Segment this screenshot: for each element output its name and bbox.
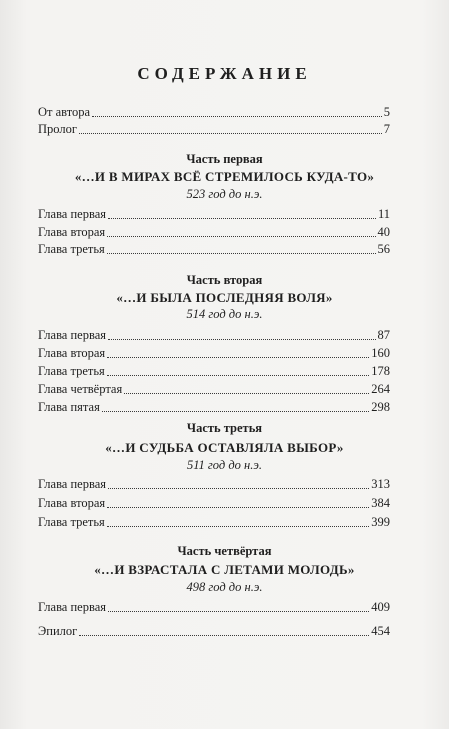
part-heading: «…И СУДЬБА ОСТАВЛЯЛА ВЫБОР» — [105, 440, 344, 455]
dot-leader — [108, 218, 376, 219]
entry-label: Глава третья — [38, 515, 105, 529]
entry-page: 313 — [371, 477, 390, 491]
toc-entry — [38, 345, 390, 361]
toc-entry — [38, 224, 390, 240]
entry-label: Глава пятая — [38, 400, 100, 414]
toc-entry — [38, 121, 390, 137]
entry-page: 264 — [371, 382, 390, 396]
part-heading: «…И ВЗРАСТАЛА С ЛЕТАМИ МОЛОДЬ» — [94, 562, 355, 577]
entry-page: 454 — [371, 624, 390, 638]
entry-page: 160 — [371, 346, 390, 360]
dot-leader — [79, 635, 369, 636]
entry-label: Глава первая — [38, 600, 107, 614]
entry-page: 399 — [371, 515, 390, 529]
dot-leader — [102, 411, 369, 412]
entry-label: Глава третья — [38, 242, 105, 256]
toc-entry — [38, 206, 390, 222]
part-year: 511 год до н.э. — [186, 458, 263, 472]
toc-entry — [38, 104, 390, 120]
toc-entry — [38, 241, 390, 257]
entry-label: Глава вторая — [38, 225, 106, 239]
entry-label: Глава третья — [38, 364, 105, 378]
entry-page: 87 — [377, 328, 390, 342]
toc-entry — [38, 476, 390, 492]
toc-entry — [38, 495, 390, 511]
part-heading: «…И В МИРАХ ВСЁ СТРЕМИЛОСЬ КУДА-ТО» — [74, 169, 375, 184]
entry-page: 5 — [383, 105, 390, 119]
entry-page: 40 — [377, 225, 390, 239]
entry-page: 178 — [371, 364, 390, 378]
entry-page: 384 — [371, 496, 390, 510]
part-heading: «…И БЫЛА ПОСЛЕДНЯЯ ВОЛЯ» — [116, 290, 333, 305]
part-label: Часть третья — [186, 421, 263, 435]
toc-entry — [38, 363, 390, 379]
dot-leader — [92, 116, 382, 117]
part-year: 498 год до н.э. — [186, 580, 263, 594]
part-year: 523 год до н.э. — [186, 187, 263, 201]
entry-label: Глава первая — [38, 328, 107, 342]
toc-entry — [38, 514, 390, 530]
toc-entry — [38, 599, 390, 615]
dot-leader — [107, 253, 376, 254]
dot-leader — [108, 339, 375, 340]
entry-page: 409 — [371, 600, 390, 614]
dot-leader — [107, 507, 369, 508]
toc-entry — [38, 381, 390, 397]
dot-leader — [107, 526, 369, 527]
dot-leader — [108, 488, 369, 489]
dot-leader — [108, 611, 369, 612]
part-label: Часть первая — [186, 152, 263, 166]
toc-entry — [38, 399, 390, 415]
contents-title: СОДЕРЖАНИЕ — [137, 64, 312, 83]
dot-leader — [107, 236, 375, 237]
entry-label: Пролог — [38, 122, 77, 136]
entry-page: 298 — [371, 400, 390, 414]
toc-entry — [38, 623, 390, 639]
entry-label: Глава первая — [38, 477, 107, 491]
entry-label: От автора — [38, 105, 91, 119]
dot-leader — [79, 133, 382, 134]
entry-label: Эпилог — [38, 624, 78, 638]
entry-label: Глава четвёртая — [38, 382, 123, 396]
dot-leader — [107, 375, 369, 376]
entry-label: Глава вторая — [38, 346, 106, 360]
toc-entry — [38, 327, 390, 343]
dot-leader — [124, 393, 369, 394]
entry-page: 56 — [377, 242, 390, 256]
entry-page: 11 — [377, 207, 390, 221]
part-label: Часть вторая — [186, 273, 263, 287]
part-year: 514 год до н.э. — [186, 307, 263, 321]
entry-label: Глава первая — [38, 207, 107, 221]
entry-label: Глава вторая — [38, 496, 106, 510]
entry-page: 7 — [383, 122, 390, 136]
part-label: Часть четвёртая — [177, 544, 272, 558]
dot-leader — [107, 357, 369, 358]
